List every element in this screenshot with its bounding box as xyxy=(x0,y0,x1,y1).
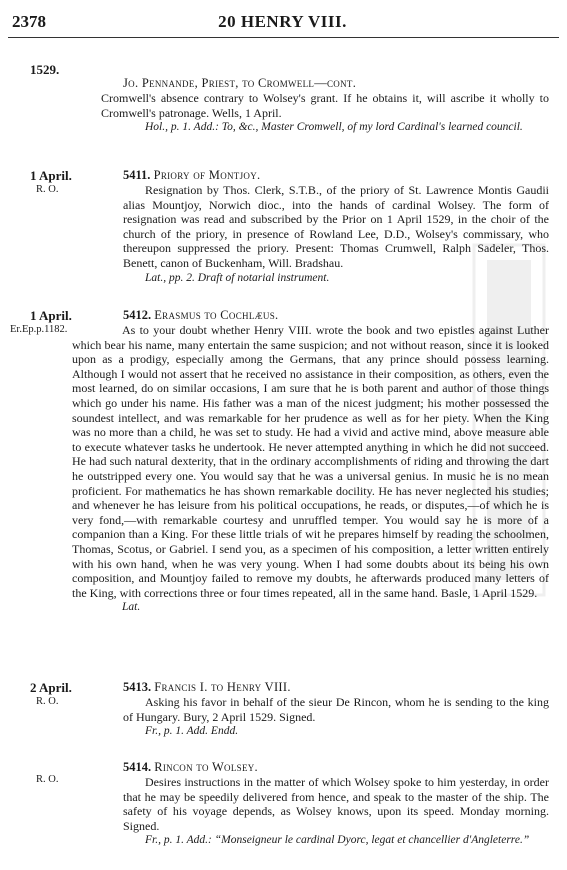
entry-number: 5411. xyxy=(123,168,151,182)
header-rule xyxy=(8,37,559,38)
entry-body: As to your doubt whether Henry VIII. wrote the book and two epistles against Luther which bear his name, many entertain the same suspicion; and not without reason, since it is looked upon as a prodigy, especially among the Germans, that any prince should possess learning. Although I would not assert that he received no assistance in their composition, as others, even the most learned, do on similar occasions, I am sure that he is both parent and author of those things which go under his name. His father was a man of the nicest judgment; his mother possessed the soundest intellect, and was remarkable for her prudence as well as for her piety. When the King was no more than a child, he was set to study. He had a vivid and active mind, above measure able to execute whatever tasks he undertook. He never attempted anything in which he did not succeed. He had such natural dexterity, that in the ordinary accomplishments of riding and throwing the dart he outstripped every one. You would say that he was a universal genius. In music he is no mean proficient. For mathematics he has shown remarkable docility. He has never neglected his studies; and whenever he has leisure from his political occupations, he reads, or disputes,—of which he is very fond,—with remarkable courtesy and unruffled temper. You would say he is more of a companion than a King. For these little trials of wit he prepares himself by reading the schoolmen, Thomas, Scotus, or Gabriel. I send you, as a specimen of his composition, a letter written entirely with his own hand, when he was very young. When I had some doubts about its being his own composition, and Mountjoy failed to remove my doubts, he afterwards produced many letters of the King, with corrections three or four times repeated, all in the same hand. Basle, 1 April 1529. xyxy=(72,323,549,600)
entry-heading xyxy=(123,308,549,323)
entry-number: 5413. xyxy=(123,680,152,694)
entry-body: Desires instructions in the matter of which Wolsey spoke to him yesterday, in order that he may be speedily delivered from hence, and speak to the master of the ship. The safety of his voyage depends, as Wolsey knows, upon its speed. Monday morning. Signed. xyxy=(123,775,549,833)
entry-number: 5414. xyxy=(123,760,152,774)
entry-year: 1529. xyxy=(30,62,60,77)
entry-meta: Hol., p. 1. Add.: To, &c., Master Cromwell, of my lord Cardinal's learned council. xyxy=(145,121,523,134)
entry-column xyxy=(123,760,549,848)
entry-title: Priory of Montjoy. xyxy=(153,168,261,182)
entry-title: Erasmus to Cochlæus. xyxy=(154,308,279,322)
entry-source: Er.Ep.p.1182. xyxy=(10,324,68,335)
entry-heading xyxy=(123,680,549,695)
entry-heading: Jo. Pennande, Priest, to Cromwell—cont. xyxy=(123,76,357,90)
page-header xyxy=(10,10,555,32)
entry-meta: Lat. xyxy=(122,601,141,614)
entry-title: Rincon to Wolsey. xyxy=(154,760,258,774)
entry-date: 1 April. xyxy=(30,168,72,183)
entry-title: Francis I. to Henry VIII. xyxy=(154,680,291,694)
entry-source: R. O. xyxy=(36,184,59,195)
entry-body: Asking his favor in behalf of the sieur De Rincon, whom he is sending to the king of Hungary. Bury, 2 April 1529. Signed. xyxy=(123,695,549,724)
entry-body: Resignation by Thos. Clerk, S.T.B., of the priory of St. Lawrence Montis Gaudii alias Mountjoy, Norwich dioc., into the hands of cardinal Wolsey. The form of resignation was read and subscribed by the Prior on 1 April 1529, in the choir of the church of the priory, in presence of Rowland Lee, D.D., Wolsey's commissary, who thereupon suppressed the priory. Present: Thomas Crumwell, Ralph Sadeler, Thos. Benett, canon of Buckenham, Will. Bradshau. xyxy=(123,183,549,270)
running-title: 20 HENRY VIII. xyxy=(218,12,347,31)
entry-body: Cromwell's absence contrary to Wolsey's grant. If he obtains it, will ascribe it wholly to Cromwell's patronage. Wells, 1 April. xyxy=(101,91,549,120)
entry-column xyxy=(123,308,549,323)
entry-meta: Fr., p. 1. Add. Endd. xyxy=(145,725,239,738)
entry-column xyxy=(123,168,549,285)
entry-date: 2 April. xyxy=(30,680,72,695)
entry-meta: Lat., pp. 2. Draft of notarial instrument. xyxy=(145,271,330,284)
entry-heading xyxy=(123,168,549,183)
entry-source: R. O. xyxy=(36,774,59,785)
entry-date: 1 April. xyxy=(30,308,72,323)
entry-column xyxy=(101,76,549,135)
entry-column xyxy=(123,680,549,739)
entry-meta: Fr., p. 1. Add.: “Monseigneur le cardinal Dyorc, legat et chancellier d'Angleterre.” xyxy=(145,834,530,847)
entry-heading xyxy=(123,760,549,775)
entry-number: 5412. xyxy=(123,308,152,322)
page-number: 2378 xyxy=(12,12,46,31)
entry-source: R. O. xyxy=(36,696,59,707)
entry-body-block xyxy=(72,323,549,615)
